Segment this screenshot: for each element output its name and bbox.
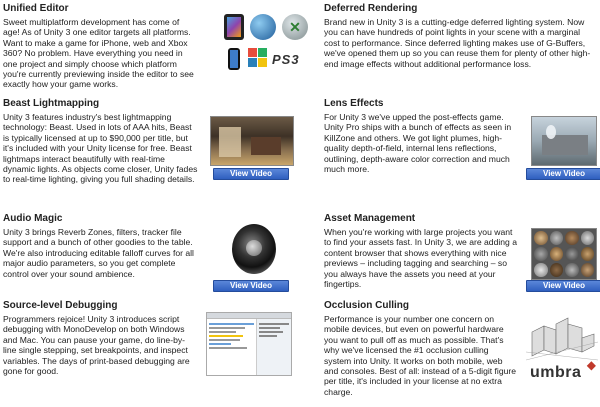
windows-icon (248, 48, 268, 68)
view-video-button[interactable]: View Video (213, 280, 289, 292)
umbra-logo-text: umbra (530, 364, 582, 381)
feature-description: Unity 3 brings Reverb Zones, filters, tracker file support and a bunch of other goodies to the table. We're also introducing editable falloff curves for all major audio parameters, so you get complete control over your sound ambience. (3, 227, 194, 279)
feature-deferred-rendering (324, 3, 598, 69)
umbra-mark-icon: ◆ (586, 358, 596, 372)
umbra-logo (530, 358, 596, 384)
platform-icons (224, 14, 320, 86)
debugger-screenshot (206, 312, 292, 376)
feature-description: For Unity 3 we've upped the post-effects game. Unity Pro ships with a bunch of effects as seen in KillZone and others. We got light plumes, high-quality depth-of-field, internal lens reflections, outlining, depth-aware color correction and much much more. (324, 112, 512, 175)
lens-effects-thumbnail[interactable] (531, 116, 597, 166)
speaker-icon (228, 222, 280, 278)
feature-title: Beast Lightmapping (3, 98, 100, 109)
city-wireframe-illustration (526, 312, 598, 362)
asset-browser-thumbnail[interactable] (531, 228, 597, 280)
feature-title: Occlusion Culling (324, 300, 410, 311)
feature-description: Performance is your number one concern on mobile devices, but even on powerful hardware you want to pull off as much as possible. That's why we've licensed the #1 occlusion culling system into Unity. It works on both mobile, web and consoles. Best of all: instead of a 5-digit figure per title, it's included in your license at no extra charge. (324, 314, 517, 397)
iphone-icon (228, 48, 240, 70)
feature-title: Unified Editor (3, 3, 69, 14)
view-video-button[interactable]: View Video (213, 168, 289, 180)
feature-description: Programmers rejoice! Unity 3 introduces script debugging with MonoDevelop on both Windows and Mac. You can pause your game, do line-by-line single stepping, set breakpoints, and inspect variables. The days of print-based debugging are gone for good. (3, 314, 190, 377)
feature-title: Audio Magic (3, 213, 63, 224)
feature-description: Sweet multiplatform development has come of age! As of Unity 3 one editor targets all platforms. Want to make a game for iPhone, web and Xbox 360? No problem. Have everything you need in one project and simply choose which platform you're currently previewing inside the editor to see exactly how your game works. (3, 17, 194, 90)
view-video-button[interactable]: View Video (526, 168, 600, 180)
feature-title: Asset Management (324, 213, 416, 224)
lightmap-thumbnail[interactable] (210, 116, 294, 166)
feature-description: When you're working with large projects you want to find your assets fast. In Unity 3, we are adding a content browser that shows everything with nice previews – including tagging and searching – so you always have the assets you need at your fingertips. (324, 227, 517, 290)
view-video-button[interactable]: View Video (526, 280, 600, 292)
feature-title: Source-level Debugging (3, 300, 118, 311)
feature-description: Brand new in Unity 3 is a cutting-edge deferred lighting system. Now you can have hundreds of point lights in your scene with a marginal cost to performance. Since deferred lighting makes use of G-Buffers, we've opened them up so you can reuse them for plenty of other high-end image effects without additional performance loss. (324, 17, 591, 69)
feature-title: Lens Effects (324, 98, 384, 109)
feature-title: Deferred Rendering (324, 3, 418, 14)
feature-description: Unity 3 features industry's best lightmapping technology: Beast. Used in lots of AAA hits, Beast is typically licensed at up to $90,000 per title, but it's included with your Unity license for free. Beast lightmaps interact beautifully with real-time dynamic lights. As objects come closer, Unity fades to real-time lighting, giving you full shading details. (3, 112, 198, 185)
web-globe-icon (250, 14, 276, 40)
ps3-logo: PS3 (272, 52, 300, 67)
wireframe-icon (526, 312, 598, 362)
xbox-icon: ✕ (282, 14, 308, 40)
ipad-icon (224, 14, 244, 40)
